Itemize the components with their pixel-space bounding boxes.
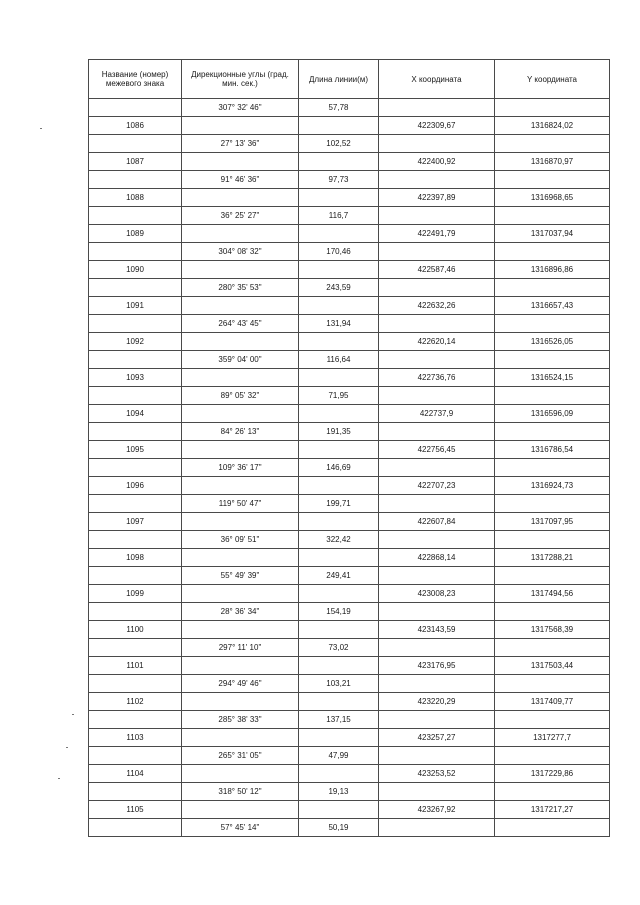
- cell-x: 422400,92: [379, 153, 495, 171]
- cell-name: [89, 99, 182, 117]
- cell-x: [379, 819, 495, 837]
- cell-angle: [182, 729, 299, 747]
- cell-name: [89, 351, 182, 369]
- cell-angle: 28° 36' 34": [182, 603, 299, 621]
- table-row: [89, 639, 610, 657]
- cell-x: 422491,79: [379, 225, 495, 243]
- cell-y: 1316824,02: [495, 117, 610, 135]
- cell-x: [379, 675, 495, 693]
- cell-x: 422868,14: [379, 549, 495, 567]
- cell-x: 422620,14: [379, 333, 495, 351]
- cell-length: 103,21: [299, 675, 379, 693]
- cell-name: [89, 387, 182, 405]
- cell-x: [379, 99, 495, 117]
- cell-x: [379, 531, 495, 549]
- cell-angle: 109° 36' 17": [182, 459, 299, 477]
- cell-length: [299, 513, 379, 531]
- cell-y: [495, 171, 610, 189]
- table-row: [89, 567, 610, 585]
- cell-length: 243,59: [299, 279, 379, 297]
- table-row: [89, 315, 610, 333]
- cell-x: 423220,29: [379, 693, 495, 711]
- cell-angle: [182, 657, 299, 675]
- cell-length: 116,64: [299, 351, 379, 369]
- cell-x: 423267,92: [379, 801, 495, 819]
- cell-angle: [182, 585, 299, 603]
- cell-x: [379, 243, 495, 261]
- table-row: [89, 711, 610, 729]
- cell-name: 1103: [89, 729, 182, 747]
- boundary-coordinates-table: [88, 59, 610, 837]
- cell-y: [495, 459, 610, 477]
- cell-x: [379, 783, 495, 801]
- cell-x: [379, 567, 495, 585]
- cell-angle: [182, 405, 299, 423]
- cell-length: [299, 117, 379, 135]
- cell-length: [299, 261, 379, 279]
- cell-length: 73,02: [299, 639, 379, 657]
- cell-name: [89, 459, 182, 477]
- cell-x: [379, 279, 495, 297]
- cell-x: [379, 351, 495, 369]
- cell-length: 47,99: [299, 747, 379, 765]
- scan-speck: [58, 778, 60, 779]
- cell-name: [89, 135, 182, 153]
- cell-y: 1317288,21: [495, 549, 610, 567]
- cell-angle: [182, 153, 299, 171]
- cell-y: 1317568,39: [495, 621, 610, 639]
- header-name: Название (номер) межевого знака: [89, 60, 182, 99]
- cell-x: [379, 495, 495, 513]
- table-row: [89, 171, 610, 189]
- cell-x: 422707,23: [379, 477, 495, 495]
- cell-y: 1316526,05: [495, 333, 610, 351]
- cell-name: [89, 819, 182, 837]
- cell-angle: 265° 31' 05": [182, 747, 299, 765]
- cell-angle: [182, 441, 299, 459]
- cell-length: 249,41: [299, 567, 379, 585]
- table-row: [89, 657, 610, 675]
- cell-angle: [182, 477, 299, 495]
- cell-name: 1094: [89, 405, 182, 423]
- table-row: [89, 135, 610, 153]
- cell-x: 422397,89: [379, 189, 495, 207]
- cell-angle: [182, 693, 299, 711]
- cell-x: [379, 315, 495, 333]
- scan-speck: [66, 747, 68, 748]
- cell-name: 1104: [89, 765, 182, 783]
- cell-name: 1102: [89, 693, 182, 711]
- cell-angle: [182, 225, 299, 243]
- cell-angle: 294° 49' 46": [182, 675, 299, 693]
- table-row: [89, 783, 610, 801]
- cell-name: [89, 675, 182, 693]
- table-row: [89, 621, 610, 639]
- cell-y: [495, 603, 610, 621]
- cell-length: [299, 153, 379, 171]
- table-row: [89, 729, 610, 747]
- cell-angle: [182, 549, 299, 567]
- cell-angle: 84° 26' 13": [182, 423, 299, 441]
- cell-angle: 285° 38' 33": [182, 711, 299, 729]
- cell-length: [299, 333, 379, 351]
- cell-length: [299, 477, 379, 495]
- cell-name: 1088: [89, 189, 182, 207]
- cell-length: [299, 729, 379, 747]
- cell-y: 1316870,97: [495, 153, 610, 171]
- cell-angle: 91° 46' 36": [182, 171, 299, 189]
- cell-angle: [182, 297, 299, 315]
- scan-speck: [72, 714, 74, 715]
- cell-x: [379, 423, 495, 441]
- cell-y: 1316657,43: [495, 297, 610, 315]
- cell-name: 1087: [89, 153, 182, 171]
- cell-length: [299, 657, 379, 675]
- cell-angle: 318° 50' 12": [182, 783, 299, 801]
- cell-angle: 359° 04' 00": [182, 351, 299, 369]
- cell-y: 1317037,94: [495, 225, 610, 243]
- table-row: [89, 765, 610, 783]
- table-row: [89, 801, 610, 819]
- cell-length: 146,69: [299, 459, 379, 477]
- cell-y: 1317409,77: [495, 693, 610, 711]
- cell-y: [495, 135, 610, 153]
- cell-x: 423008,23: [379, 585, 495, 603]
- cell-y: 1316786,54: [495, 441, 610, 459]
- cell-length: 131,94: [299, 315, 379, 333]
- cell-length: 191,35: [299, 423, 379, 441]
- cell-x: [379, 639, 495, 657]
- cell-name: [89, 711, 182, 729]
- scan-speck: [40, 128, 42, 129]
- cell-name: 1099: [89, 585, 182, 603]
- cell-length: 170,46: [299, 243, 379, 261]
- cell-name: 1095: [89, 441, 182, 459]
- cell-y: 1317277,7: [495, 729, 610, 747]
- cell-name: [89, 639, 182, 657]
- cell-angle: [182, 369, 299, 387]
- table-row: [89, 603, 610, 621]
- cell-y: 1316524,15: [495, 369, 610, 387]
- cell-name: 1098: [89, 549, 182, 567]
- cell-length: 71,95: [299, 387, 379, 405]
- cell-angle: 280° 35' 53": [182, 279, 299, 297]
- cell-length: [299, 693, 379, 711]
- cell-x: [379, 171, 495, 189]
- cell-name: 1092: [89, 333, 182, 351]
- table-row: [89, 675, 610, 693]
- table-row: [89, 747, 610, 765]
- table-row: [89, 549, 610, 567]
- cell-name: 1093: [89, 369, 182, 387]
- header-y: Y координата: [495, 60, 610, 99]
- cell-x: 422756,45: [379, 441, 495, 459]
- cell-y: [495, 747, 610, 765]
- cell-name: [89, 531, 182, 549]
- cell-name: [89, 567, 182, 585]
- cell-y: 1316596,09: [495, 405, 610, 423]
- cell-y: [495, 279, 610, 297]
- cell-angle: [182, 765, 299, 783]
- cell-y: [495, 99, 610, 117]
- table-row: [89, 513, 610, 531]
- cell-length: [299, 801, 379, 819]
- cell-name: 1089: [89, 225, 182, 243]
- table-row: [89, 405, 610, 423]
- table-row: [89, 261, 610, 279]
- cell-angle: 304° 08' 32": [182, 243, 299, 261]
- cell-name: [89, 495, 182, 513]
- cell-angle: 89° 05' 32": [182, 387, 299, 405]
- cell-length: 154,19: [299, 603, 379, 621]
- cell-length: [299, 441, 379, 459]
- cell-length: [299, 621, 379, 639]
- cell-length: 19,13: [299, 783, 379, 801]
- cell-length: 116,7: [299, 207, 379, 225]
- cell-angle: 307° 32' 46": [182, 99, 299, 117]
- cell-name: [89, 423, 182, 441]
- table-row: [89, 333, 610, 351]
- cell-y: [495, 567, 610, 585]
- table-row: [89, 297, 610, 315]
- cell-name: 1096: [89, 477, 182, 495]
- table-row: [89, 693, 610, 711]
- cell-length: 137,15: [299, 711, 379, 729]
- cell-y: [495, 315, 610, 333]
- table-row: [89, 459, 610, 477]
- table-row: [89, 495, 610, 513]
- cell-length: 102,52: [299, 135, 379, 153]
- cell-length: [299, 189, 379, 207]
- table-row: [89, 369, 610, 387]
- cell-name: [89, 783, 182, 801]
- cell-name: 1105: [89, 801, 182, 819]
- cell-x: [379, 459, 495, 477]
- table-row: [89, 351, 610, 369]
- header-x: Х координата: [379, 60, 495, 99]
- cell-angle: 36° 09' 51": [182, 531, 299, 549]
- cell-x: 423253,52: [379, 765, 495, 783]
- cell-length: 57,78: [299, 99, 379, 117]
- cell-y: [495, 423, 610, 441]
- cell-x: 423257,27: [379, 729, 495, 747]
- table-row: [89, 423, 610, 441]
- table-row: [89, 189, 610, 207]
- cell-name: 1097: [89, 513, 182, 531]
- cell-y: 1317217,27: [495, 801, 610, 819]
- cell-y: 1316896,86: [495, 261, 610, 279]
- table-row: [89, 243, 610, 261]
- cell-length: [299, 225, 379, 243]
- cell-length: 97,73: [299, 171, 379, 189]
- cell-name: 1101: [89, 657, 182, 675]
- cell-x: [379, 135, 495, 153]
- cell-angle: 57° 45' 14": [182, 819, 299, 837]
- cell-angle: 55° 49' 39": [182, 567, 299, 585]
- cell-angle: 297° 11' 10": [182, 639, 299, 657]
- cell-length: 199,71: [299, 495, 379, 513]
- table-row: [89, 531, 610, 549]
- header-length: Длина линии(м): [299, 60, 379, 99]
- cell-x: 422736,76: [379, 369, 495, 387]
- cell-y: 1316968,65: [495, 189, 610, 207]
- cell-y: [495, 675, 610, 693]
- cell-x: [379, 207, 495, 225]
- cell-name: [89, 279, 182, 297]
- cell-name: 1100: [89, 621, 182, 639]
- cell-length: [299, 549, 379, 567]
- table-row: [89, 207, 610, 225]
- cell-length: [299, 297, 379, 315]
- cell-angle: 27° 13' 36": [182, 135, 299, 153]
- cell-y: [495, 711, 610, 729]
- cell-angle: 264° 43' 45": [182, 315, 299, 333]
- table-body: [89, 99, 610, 837]
- table-row: [89, 279, 610, 297]
- cell-angle: [182, 513, 299, 531]
- cell-length: [299, 585, 379, 603]
- table-row: [89, 477, 610, 495]
- cell-y: [495, 531, 610, 549]
- cell-x: 422607,84: [379, 513, 495, 531]
- cell-y: 1317229,86: [495, 765, 610, 783]
- cell-length: 322,42: [299, 531, 379, 549]
- cell-name: 1091: [89, 297, 182, 315]
- cell-x: 422309,67: [379, 117, 495, 135]
- cell-length: [299, 765, 379, 783]
- cell-name: [89, 207, 182, 225]
- cell-angle: [182, 117, 299, 135]
- cell-angle: 119° 50' 47": [182, 495, 299, 513]
- cell-y: 1317097,95: [495, 513, 610, 531]
- table-row: [89, 387, 610, 405]
- cell-y: [495, 819, 610, 837]
- cell-angle: 36° 25' 27": [182, 207, 299, 225]
- cell-y: [495, 207, 610, 225]
- cell-angle: [182, 621, 299, 639]
- table-row: [89, 819, 610, 837]
- cell-angle: [182, 261, 299, 279]
- cell-y: [495, 243, 610, 261]
- header-row: [89, 60, 610, 99]
- cell-name: 1090: [89, 261, 182, 279]
- table-row: [89, 225, 610, 243]
- cell-x: [379, 747, 495, 765]
- cell-x: [379, 603, 495, 621]
- table-row: [89, 153, 610, 171]
- cell-length: 50,19: [299, 819, 379, 837]
- cell-x: [379, 387, 495, 405]
- header-angle: Дирекционные углы (град. мин. сек.): [182, 60, 299, 99]
- table-row: [89, 441, 610, 459]
- cell-x: 422587,46: [379, 261, 495, 279]
- cell-y: 1317494,56: [495, 585, 610, 603]
- cell-x: 422632,26: [379, 297, 495, 315]
- cell-name: [89, 747, 182, 765]
- cell-x: 422737,9: [379, 405, 495, 423]
- cell-y: [495, 783, 610, 801]
- cell-angle: [182, 333, 299, 351]
- cell-name: 1086: [89, 117, 182, 135]
- table-row: [89, 117, 610, 135]
- cell-name: [89, 315, 182, 333]
- cell-x: 423176,95: [379, 657, 495, 675]
- cell-name: [89, 243, 182, 261]
- cell-length: [299, 369, 379, 387]
- cell-y: 1317503,44: [495, 657, 610, 675]
- table-row: [89, 585, 610, 603]
- cell-y: [495, 639, 610, 657]
- cell-angle: [182, 189, 299, 207]
- cell-y: [495, 351, 610, 369]
- cell-y: 1316924,73: [495, 477, 610, 495]
- cell-y: [495, 495, 610, 513]
- cell-length: [299, 405, 379, 423]
- cell-name: [89, 171, 182, 189]
- cell-name: [89, 603, 182, 621]
- table-row: [89, 99, 610, 117]
- cell-angle: [182, 801, 299, 819]
- cell-y: [495, 387, 610, 405]
- cell-x: 423143,59: [379, 621, 495, 639]
- cell-x: [379, 711, 495, 729]
